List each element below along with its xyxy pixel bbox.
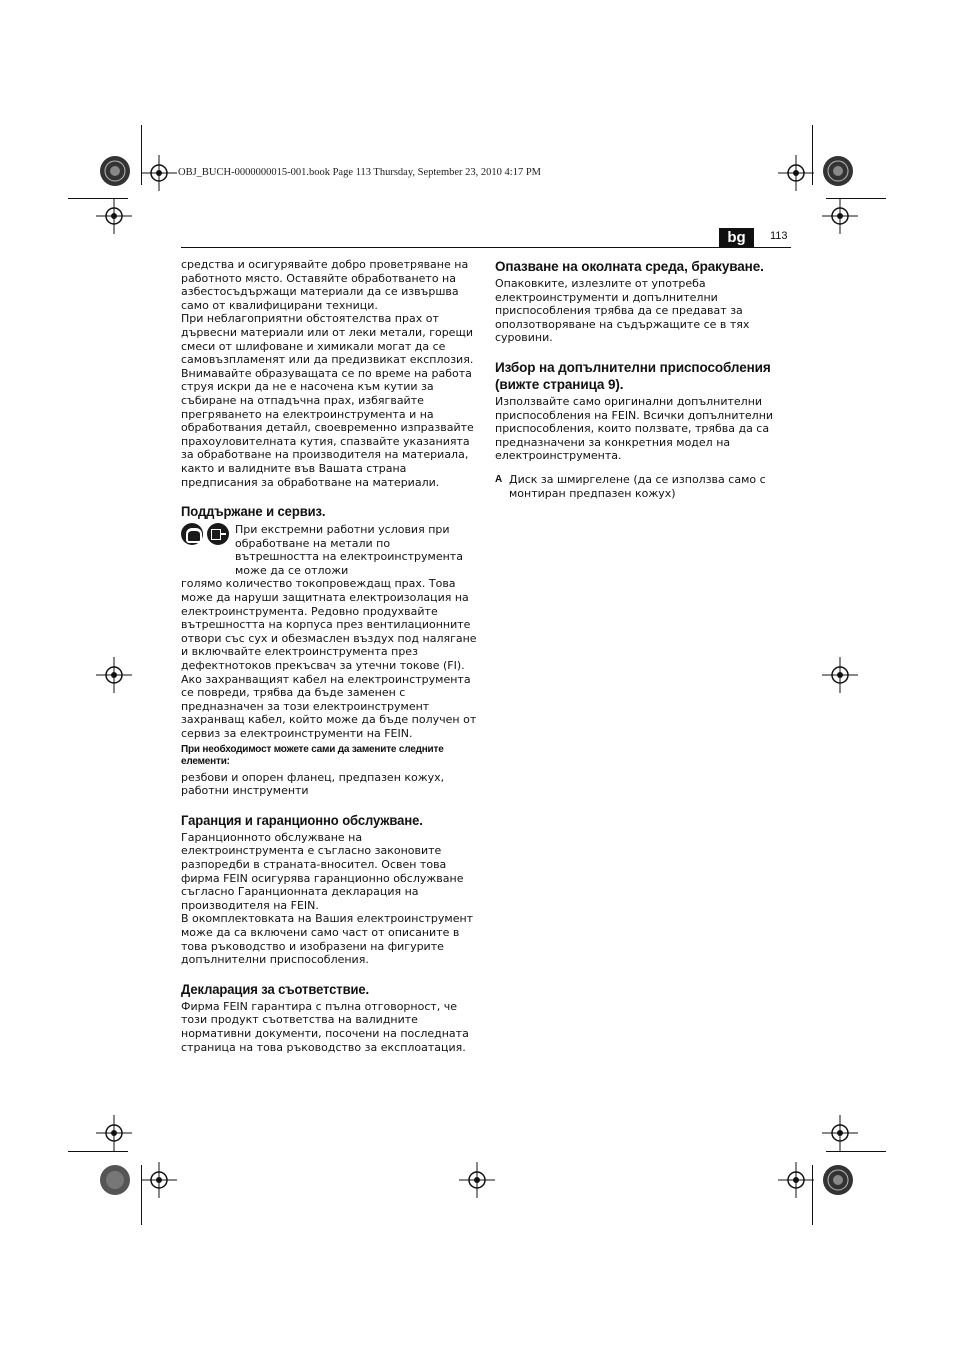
registration-mark-bottom-right [820, 1162, 856, 1198]
registration-mark-top-left [97, 153, 133, 189]
crosshair-mark-bottom-left [141, 1162, 177, 1198]
crop-line [68, 198, 128, 199]
crosshair-mark-right-upper [822, 198, 858, 234]
crosshair-mark-top-left [141, 155, 177, 191]
section-heading-warranty: Гаранция и гаранционно обслужване. [181, 811, 423, 828]
replace-subheading: При необходимост можете сами да замените следните елементи: [181, 743, 444, 767]
crosshair-mark-bottom-right [778, 1162, 814, 1198]
paragraph: При неблагоприятни обстоятелства прах от дървесни материали или от леки метали, горещи смеси от шлифоване и химикали могат да се самовъзпламенят или да предизвикат експлозия. Внимавайте образуващата се по време на работа струя искри да не е насочена към кутии за събиране на отпадъчна прах, избягвайте прегряването на електроинструмента и на обработвания детайл, своевременно изпразвайте прахоуловителната кутия, спазвайте указанията за обработване на производителя на материала, както и валидните във Вашата страна предписания за обработване на материали. [181, 312, 474, 489]
paragraph: Използвайте само оригинални допълнителни приспособления на FEIN. Всички допълнителни приспособления, които ползвате, трябва да са предназначени за конкретния модел на електроинструмента. [495, 394, 774, 463]
registration-mark-top-right [820, 153, 856, 189]
paragraph: Фирма FEIN гарантира с пълна отговорност, че този продукт съответства на валидните нормативни документи, посочени на последната страница на това ръководство за експлоатация. [181, 999, 469, 1054]
page-number: 113 [770, 230, 788, 242]
crop-line [812, 125, 813, 185]
crop-line [826, 1151, 886, 1152]
crosshair-mark-left-middle [96, 657, 132, 693]
crop-line [141, 1165, 142, 1225]
section-heading-accessories: Избор на допълнителни приспособления (вижте страница 9). [495, 359, 771, 392]
header-rule [181, 247, 791, 248]
crop-line [826, 198, 886, 199]
section-heading-environment: Опазване на околната среда, бракуване. [495, 259, 764, 274]
crosshair-mark-right-middle [822, 657, 858, 693]
crop-line [812, 1165, 813, 1225]
section-heading-maintenance: Поддържане и сервиз. [181, 503, 326, 520]
crosshair-mark-left-lower [96, 1115, 132, 1151]
paragraph: резбови и опорен фланец, предпазен кожух, работни инструменти [181, 770, 445, 798]
list-item-text: Диск за шмиргелене (да се използва само с монтиран предпазен кожух) [509, 472, 766, 500]
eye-protection-icon [181, 523, 203, 545]
language-badge: bg [719, 228, 754, 247]
section-heading-conformity: Декларация за съответствие. [181, 980, 370, 997]
crosshair-mark-top-right [778, 155, 814, 191]
paragraph: При екстремни работни условия при обработване на метали по вътрешността на електроинструмента може да се отложи [235, 523, 463, 577]
paragraph: В окомплектовката на Вашия електроинструмент може да са включени само част от описаните в това ръководство и изобразени на фигурите допълнителни приспособления. [181, 912, 474, 967]
maintenance-icon-row [181, 523, 477, 577]
list-item-key: A [495, 473, 503, 485]
paragraph: Гаранционното обслужване на електроинструмента е съгласно законовите разпоредби в страната-вносител. Освен това фирма FEIN осигурява гаранционно обслужване съгласно Гаранционната декларация на производителя на FEIN. [181, 830, 464, 912]
paragraph: средства и осигурявайте добро проветряване на работното място. Оставяйте обработването на азбестосъдържащи материали да се извършва само от квалифицирани техници. [181, 258, 469, 312]
crop-line [141, 125, 142, 185]
list-item [495, 473, 793, 500]
left-column [181, 258, 477, 1054]
dust-blowout-icon [207, 523, 229, 545]
crop-line [68, 1151, 128, 1152]
crosshair-mark-bottom-center [459, 1162, 495, 1198]
paragraph: Опаковките, излезлите от употреба електроинструменти и допълнителни приспособления трябва да се предават за оползотворяване на съдържащите се в тях суровини. [495, 277, 750, 345]
crosshair-mark-left-upper [96, 198, 132, 234]
paragraph: голямо количество токопровеждащ прах. Това може да наруши защитната електроизолация на електроинструмента. Редовно продухвайте вътрешността на корпуса през вентилационните отвори със сух и обезмаслен въздух под налягане и включвайте електроинструмента през дефектнотоков прекъсвач за утечни токове (FI). [181, 577, 477, 673]
print-header: OBJ_BUCH-0000000015-001.book Page 113 Thursday, September 23, 2010 4:17 PM [178, 167, 542, 178]
paragraph: Ако захранващият кабел на електроинструмента се повреди, трябва да бъде заменен с предназначен за този електроинструмент захранващ кабел, който може да бъде получен от сервиз за електроинструменти на FEIN. [181, 672, 477, 740]
right-column [495, 258, 793, 500]
registration-mark-bottom-left [97, 1162, 133, 1198]
crosshair-mark-right-lower [822, 1115, 858, 1151]
